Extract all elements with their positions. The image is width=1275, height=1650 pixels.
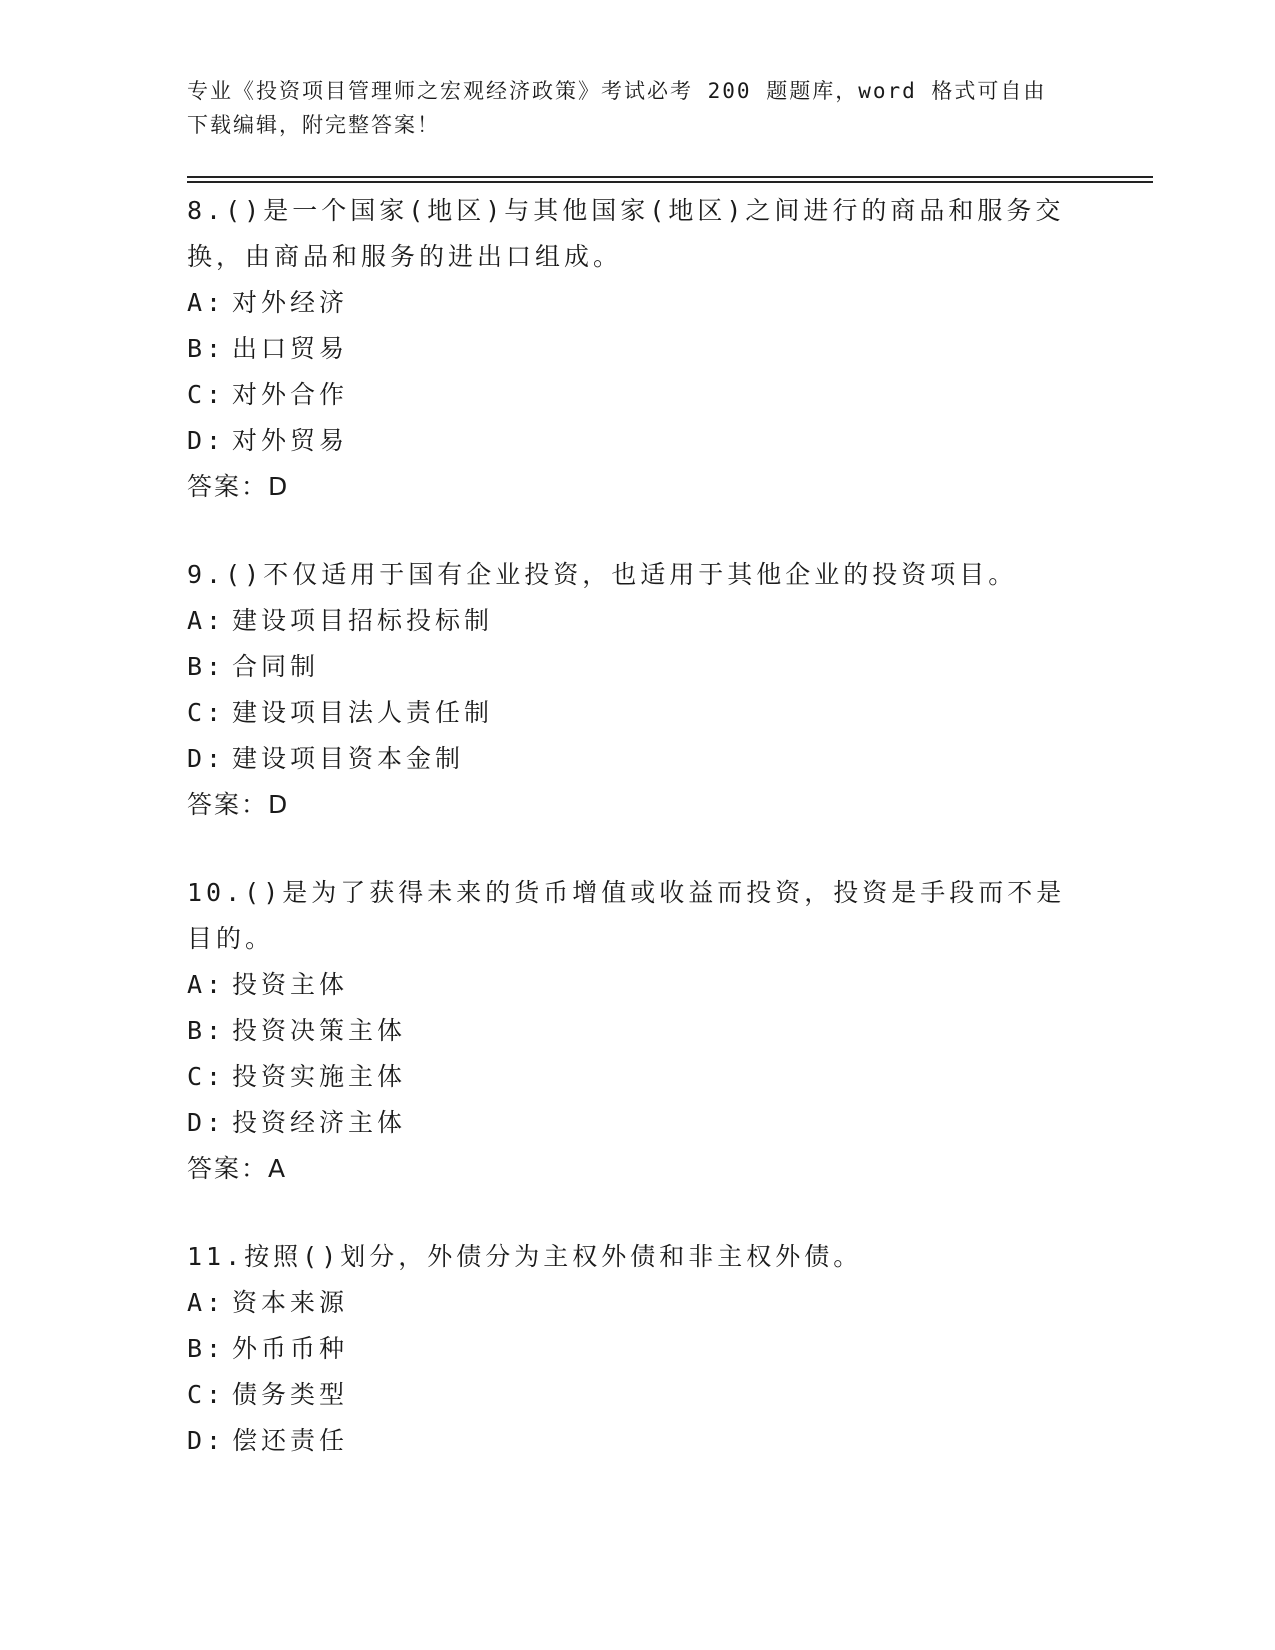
question-10 <box>187 870 1087 1192</box>
option-text: 投资主体 <box>232 970 349 999</box>
option-text: 建设项目法人责任制 <box>232 698 494 727</box>
option-text: 投资实施主体 <box>232 1062 407 1091</box>
option-a <box>187 962 1087 1008</box>
option-text: 出口贸易 <box>232 334 349 363</box>
option-text: 债务类型 <box>232 1380 349 1409</box>
answer-line: 答案：A <box>187 1154 288 1183</box>
option-letter: B: <box>187 334 226 363</box>
header-divider-top <box>187 176 1153 178</box>
option-c <box>187 690 1087 736</box>
option-letter: D: <box>187 1426 226 1455</box>
option-text: 偿还责任 <box>232 1426 349 1455</box>
option-text: 投资决策主体 <box>232 1016 407 1045</box>
option-letter: B: <box>187 1334 226 1363</box>
option-letter: C: <box>187 1062 226 1091</box>
option-c <box>187 1372 1087 1418</box>
document-header: 专业《投资项目管理师之宏观经济政策》考试必考 200 题题库，word 格式可自由下载编辑，附完整答案！ <box>187 79 1047 137</box>
option-letter: C: <box>187 380 226 409</box>
option-letter: C: <box>187 1380 226 1409</box>
option-letter: C: <box>187 698 226 727</box>
question-text: 11.按照()划分，外债分为主权外债和非主权外债。 <box>187 1242 863 1271</box>
question-9 <box>187 552 1087 828</box>
option-text: 合同制 <box>232 652 320 681</box>
question-text: 10.()是为了获得未来的货币增值或收益而投资，投资是手段而不是目的。 <box>187 878 1066 953</box>
option-letter: D: <box>187 744 226 773</box>
option-letter: B: <box>187 1016 226 1045</box>
option-a <box>187 280 1087 326</box>
option-d <box>187 736 1087 782</box>
option-letter: B: <box>187 652 226 681</box>
option-letter: A: <box>187 606 226 635</box>
option-text: 建设项目招标投标制 <box>232 606 494 635</box>
option-c <box>187 1054 1087 1100</box>
option-letter: D: <box>187 1108 226 1137</box>
option-b <box>187 644 1087 690</box>
option-letter: A: <box>187 1288 226 1317</box>
question-text: 9.()不仅适用于国有企业投资，也适用于其他企业的投资项目。 <box>187 560 1018 589</box>
option-a <box>187 598 1087 644</box>
option-text: 资本来源 <box>232 1288 349 1317</box>
option-text: 对外合作 <box>232 380 349 409</box>
option-letter: D: <box>187 426 226 455</box>
question-text: 8.()是一个国家(地区)与其他国家(地区)之间进行的商品和服务交换，由商品和服务的进出口组成。 <box>187 196 1065 271</box>
option-text: 对外贸易 <box>232 426 349 455</box>
option-a <box>187 1280 1087 1326</box>
question-11 <box>187 1234 1087 1464</box>
option-text: 建设项目资本金制 <box>232 744 465 773</box>
option-c <box>187 372 1087 418</box>
question-8 <box>187 188 1087 510</box>
option-b <box>187 1326 1087 1372</box>
option-text: 对外经济 <box>232 288 349 317</box>
question-list <box>187 188 1087 1506</box>
option-b <box>187 326 1087 372</box>
option-d <box>187 418 1087 464</box>
option-d <box>187 1100 1087 1146</box>
answer-line: 答案：D <box>187 790 290 819</box>
option-text: 外币币种 <box>232 1334 349 1363</box>
option-d <box>187 1418 1087 1464</box>
option-b <box>187 1008 1087 1054</box>
answer-line: 答案：D <box>187 472 290 501</box>
header-divider-bottom <box>187 181 1153 183</box>
option-letter: A: <box>187 288 226 317</box>
option-letter: A: <box>187 970 226 999</box>
option-text: 投资经济主体 <box>232 1108 407 1137</box>
